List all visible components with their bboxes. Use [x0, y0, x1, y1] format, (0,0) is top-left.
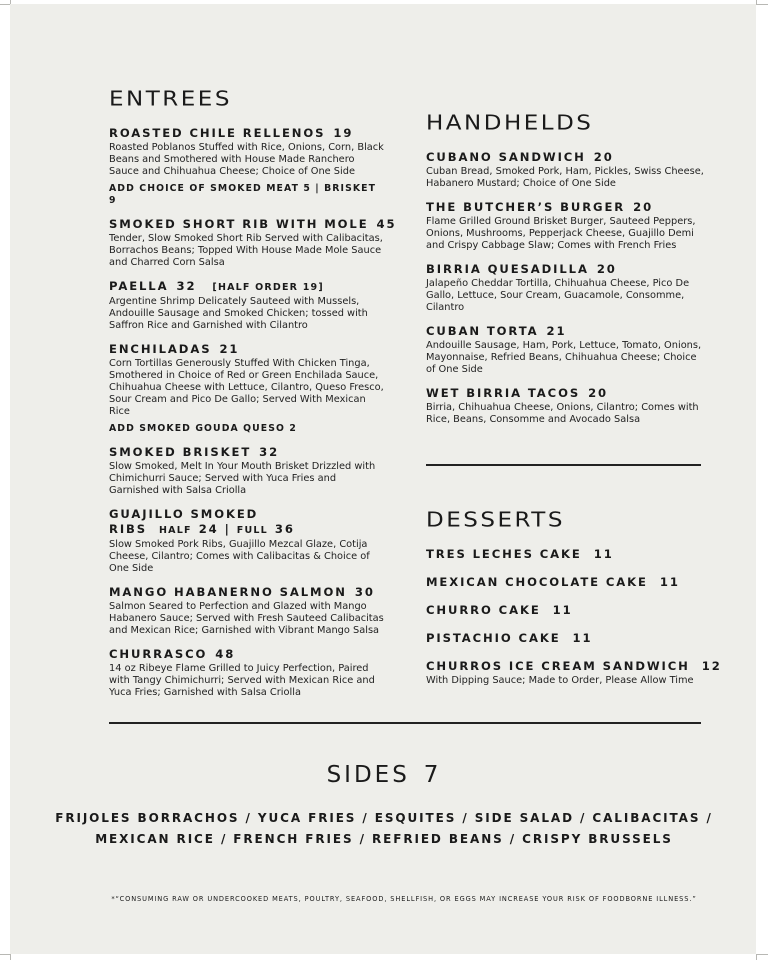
item-description: Slow Smoked Pork Ribs, Guajillo Mezcal Glaze, Cotija Cheese, Cilantro; Comes with Calibacitas & Choice of One Side [109, 539, 370, 574]
item-price: 11 [659, 575, 680, 589]
item-description: Corn Tortillas Generously Stuffed With Chicken Tinga, Smothered in Choice of Red or Green Enchilada Sauce, Chihuahua Cheese with Lettuce, Cilantro, Queso Fresco, Sour Cream and Pico De Gallo; Served With Mexican Rice [109, 358, 384, 417]
item-description: Birria, Chihuahua Cheese, Onions, Cilantro; Comes with Rice, Beans, Consomme and Avocado Salsa [426, 402, 699, 425]
item-name: CUBANO SANDWICH [426, 150, 586, 164]
item-price: 20 [596, 262, 617, 276]
item-half-order: [HALF ORDER 19] [212, 282, 324, 293]
item-description: Slow Smoked, Melt In Your Mouth Brisket Drizzled with Chimichurri Sauce; Served with Yuca Fries and Garnished with Salsa Criolla [109, 461, 376, 496]
menu-item [426, 659, 722, 687]
item-name: MANGO HABANERNO SALMON [109, 585, 347, 599]
item-name: GUAJILLO SMOKED [109, 507, 259, 521]
handhelds-title: HANDHELDS [426, 112, 594, 135]
item-price: 32 [259, 445, 280, 459]
item-description: Andouille Sausage, Ham, Pork, Lettuce, Tomato, Onions, Mayonnaise, Refried Beans, Chihuahua Cheese; Choice of One Side [426, 340, 702, 375]
price-separator: | [224, 522, 231, 536]
crop-mark [756, 0, 757, 4]
menu-item [426, 631, 716, 646]
item-name: SMOKED BRISKET [109, 445, 252, 459]
item-name: CHURRO CAKE [426, 603, 541, 617]
item-name: PAELLA [109, 279, 169, 293]
item-price: 30 [354, 585, 375, 599]
half-price: 24 [198, 522, 219, 536]
item-name: PISTACHIO CAKE [426, 631, 561, 645]
item-price: 12 [701, 659, 722, 673]
desserts-title: DESSERTS [426, 509, 565, 532]
item-name-line2: RIBS [109, 522, 148, 536]
item-name: TRES LECHES CAKE [426, 547, 582, 561]
sides-title [0, 762, 768, 788]
item-price: 21 [546, 324, 567, 338]
item-description: Tender, Slow Smoked Short Rib Served with Calibacitas, Borrachos Beans; Topped With House Made Mole Sauce and Charred Corn Salsa [109, 233, 383, 268]
sides-list-line-2: MEXICAN RICE / FRENCH FRIES / REFRIED BEANS / CRISPY BRUSSELS [95, 832, 673, 846]
menu-item [109, 342, 384, 435]
item-name: THE BUTCHER’S BURGER [426, 200, 626, 214]
menu-item [426, 575, 716, 590]
sides-price: 7 [423, 762, 442, 788]
entrees-list [109, 126, 397, 709]
divider [109, 722, 701, 724]
menu-item [109, 585, 384, 637]
sides-list-line-1: FRIJOLES BORRACHOS / YUCA FRIES / ESQUITES / SIDE SALAD / CALIBACITAS / [55, 811, 713, 825]
crop-mark [756, 954, 768, 955]
full-label: FULL [236, 525, 268, 536]
entrees-title: ENTREES [109, 88, 232, 111]
sides-label: SIDES [326, 762, 410, 788]
item-name: SMOKED SHORT RIB WITH MOLE [109, 217, 369, 231]
menu-item [426, 547, 716, 562]
menu-item [426, 603, 716, 618]
handhelds-list [426, 150, 706, 436]
item-description: Cuban Bread, Smoked Pork, Ham, Pickles, Swiss Cheese, Habanero Mustard; Choice of One Side [426, 166, 704, 189]
item-name: MEXICAN CHOCOLATE CAKE [426, 575, 648, 589]
item-price: 21 [219, 342, 240, 356]
menu-item [109, 507, 384, 575]
desserts-list [426, 547, 722, 697]
item-price: 45 [376, 217, 397, 231]
item-price: 20 [593, 150, 614, 164]
crop-mark [0, 4, 10, 5]
item-price: 11 [593, 547, 614, 561]
item-name: ENCHILADAS [109, 342, 212, 356]
menu-item [426, 200, 706, 252]
item-addon: ADD CHOICE OF SMOKED MEAT 5 | BRISKET 9 [109, 183, 377, 206]
full-price: 36 [274, 522, 295, 536]
menu-item [426, 386, 706, 426]
menu-item [426, 324, 706, 376]
menu-item [426, 262, 706, 314]
crop-mark [0, 954, 10, 955]
menu-item [109, 279, 384, 332]
menu-item [109, 647, 384, 699]
item-description: Flame Grilled Ground Brisket Burger, Sauteed Peppers, Onions, Mushrooms, Pepperjack Cheese, Guajillo Demi and Crispy Cabbage Slaw; Comes with French Fries [426, 216, 696, 251]
item-price: 48 [215, 647, 236, 661]
item-price: 11 [552, 603, 573, 617]
item-price: 11 [572, 631, 593, 645]
menu-item [109, 126, 384, 207]
half-label: HALF [159, 525, 192, 536]
item-price: 32 [176, 279, 197, 293]
item-description: Roasted Poblanos Stuffed with Rice, Onions, Corn, Black Beans and Smothered with House Made Ranchero Sauce and Chihuahua Cheese; Choice of One Side [109, 142, 384, 177]
menu-item [426, 150, 706, 190]
item-price: 20 [588, 386, 609, 400]
item-name: CHURROS ICE CREAM SANDWICH [426, 659, 690, 673]
item-description: Salmon Seared to Perfection and Glazed with Mango Habanero Sauce; Served with Fresh Sauteed Calibacitas and Mexican Rice; Garnished with Vibrant Mango Salsa [109, 601, 384, 636]
item-description: 14 oz Ribeye Flame Grilled to Juicy Perfection, Paired with Tangy Chimichurri; Served with Mexican Rice and Yuca Fries; Garnished with Salsa Criolla [109, 663, 375, 698]
item-addon: ADD SMOKED GOUDA QUESO 2 [109, 423, 297, 434]
item-name: BIRRIA QUESADILLA [426, 262, 589, 276]
food-safety-disclaimer: *“CONSUMING RAW OR UNDERCOOKED MEATS, POULTRY, SEAFOOD, SHELLFISH, OR EGGS MAY INCREASE YOUR RISK OF FOODBORNE ILLNESS.” [111, 895, 697, 903]
item-description: With Dipping Sauce; Made to Order, Please Allow Time [426, 675, 694, 686]
item-name: CHURRASCO [109, 647, 208, 661]
crop-mark [756, 954, 757, 960]
item-name: CUBAN TORTA [426, 324, 539, 338]
menu-item [109, 445, 384, 497]
item-name: ROASTED CHILE RELLENOS [109, 126, 326, 140]
menu-item [109, 217, 397, 269]
item-price: 19 [333, 126, 354, 140]
item-name: WET BIRRIA TACOS [426, 386, 581, 400]
crop-mark [10, 0, 11, 4]
item-description: Jalapeño Cheddar Tortilla, Chihuahua Cheese, Pico De Gallo, Lettuce, Sour Cream, Guacamole, Consomme, Cilantro [426, 278, 690, 313]
crop-mark [756, 4, 768, 5]
crop-mark [10, 954, 11, 960]
item-price: 20 [633, 200, 654, 214]
divider [426, 464, 701, 466]
item-description: Argentine Shrimp Delicately Sauteed with Mussels, Andouille Sausage and Smoked Chicken; tossed with Saffron Rice and Garnished with Cilantro [109, 296, 368, 331]
